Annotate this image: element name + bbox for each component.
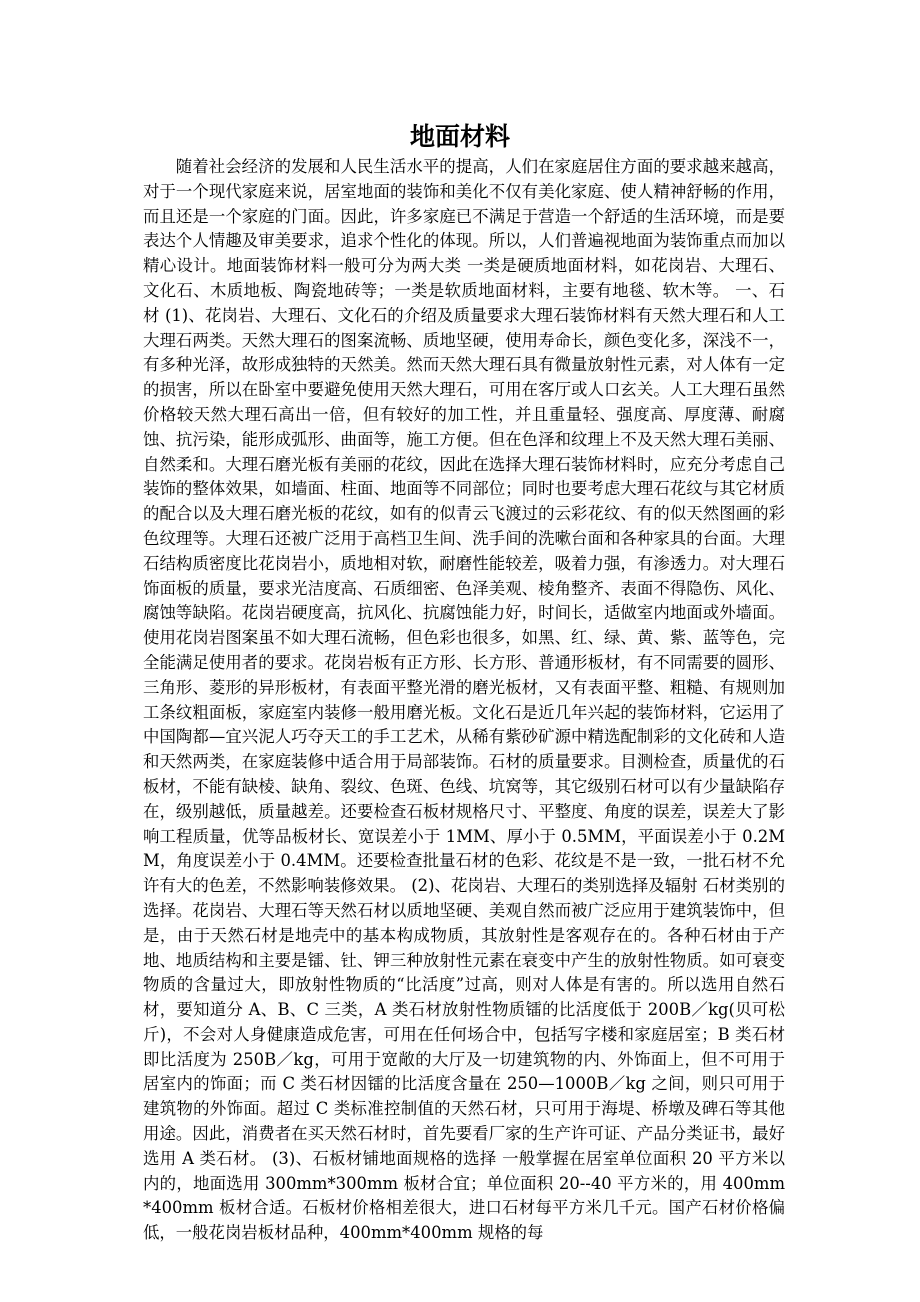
document-title: 地面材料 (409, 122, 510, 151)
document-body-paragraph: 随着社会经济的发展和人民生活水平的提高，人们在家庭居住方面的要求越来越高，对于一个现代家庭来说，居室地面的装饰和美化不仅有美化家庭、使人精神舒畅的作用，而且还是一个家庭的门面。因此，许多家庭已不满足于营造一个舒适的生活环境，而是要表达个人情趣及审美要求，追求个性化的体现。所以，人们普遍视地面为装饰重点而加以精心设计。地面装饰材料一般可分为两大类 一类是硬质地面材料，如花岗岩、大理石、文化石、木质地板、陶瓷地砖等；一类是软质地面材料，主要有地毯、软木等。 一、石材 (1)、花岗岩、大理石、文化石的介绍及质量要求大理石装饰材料有天然大理石和人工大理石两类。天然大理石的图案流畅、质地坚硬，使用寿命长，颜色变化多，深浅不一，有多种光泽，故形成独特的天然美。然而天然大理石具有微量放射性元素，对人体有一定的损害，所以在卧室中要避免使用天然大理石，可用在客厅或人口玄关。人工大理石虽然价格较天然大理石高出一倍，但有较好的加工性，并且重量轻、强度高、厚度薄、耐腐蚀、抗污染，能形成弧形、曲面等，施工方便。但在色泽和纹理上不及天然大理石美丽、自然柔和。大理石磨光板有美丽的花纹，因此在选择大理石装饰材料时，应充分考虑自己装饰的整体效果，如墙面、柱面、地面等不同部位；同时也要考虑大理石花纹与其它材质的配合以及大理石磨光板的花纹，如有的似青云飞渡过的云彩花纹、有的似天然图画的彩色纹理等。大理石还被广泛用于高档卫生间、洗手间的洗嗽台面和各种家具的台面。大理石结构质密度比花岗岩小，质地相对软，耐磨性能较差，吸着力强，有渗透力。对大理石饰面板的质量，要求光洁度高、石质细密、色泽美观、棱角整齐、表面不得隐伤、风化、腐蚀等缺陷。花岗岩硬度高，抗风化、抗腐蚀能力好，时间长，适做室内地面或外墙面。使用花岗岩图案虽不如大理石流畅，但色彩也很多，如黑、红、绿、黄、紫、蓝等色，完全能满足使用者的要求。花岗岩板有正方形、长方形、普通形板材，有不同需要的圆形、三角形、菱形的异形板材，有表面平整光滑的磨光板材，又有表面平整、粗糙、有规则加工条纹粗面板，家庭室内装修一般用磨光板。文化石是近几年兴起的装饰材料，它运用了中国陶都—宜兴泥人巧夺天工的手工艺术，从稀有紫砂矿源中精选配制彩的文化砖和人造和天然两类，在家庭装修中适合用于局部装饰。石材的质量要求。目测检查，质量优的石板材，不能有缺棱、缺角、裂纹、色斑、色线、坑窝等，其它级别石材可以有少量缺陷存在，级别越低，质量越差。还要检查石板材规格尺寸、平整度、角度的误差，误差大了影响工程质量，优等品板材长、宽误差小于 1MM、厚小于 0.5MM，平面误差小于 0.2MM，角度误差小于 0.4MM。还要检查批量石材的色彩、花纹是不是一致，一批石材不允许有大的色差，不然影响装修效果。 (2)、花岗岩、大理石的类别选择及辐射 石材类别的选择。花岗岩、大理石等天然石材以质地坚硬、美观自然而被广泛应用于建筑装饰中，但是，由于天然石材是地壳中的基本构成物质，其放射性是客观存在的。各种石材由于产地、地质结构和主要是镭、钍、钾三种放射性元素在衰变中产生的放射性物质。如可衰变物质的含量过大，即放射性物质的“比活度”过高，则对人体是有害的。所以选用自然石材，要知道分 A、B、C 三类，A 类石材放射性物质镭的比活度低于 200B／kg(贝可松斤)，不会对人身健康造成危害，可用在任何场合中，包括写字楼和家庭居室；B 类石材即比活度为 250B／kg，可用于宽敞的大厅及一切建筑物的内、外饰面上，但不可用于居室内的饰面；而 C 类石材因镭的比活度含量在 250—1000B／kg 之间，则只可用于建筑物的外饰面。超过 C 类标准控制值的天然石材，只可用于海堤、桥墩及碑石等其他用途。因此，消费者在买天然石材时，首先要看厂家的生产许可证、产品分类证书，最好选用 A 类石材。 (3)、石板材铺地面规格的选择 一般掌握在居室单位面积 20 平方米以内的，地面选用 300mm*300mm 板材合宜；单位面积 20--40 平方米的，用 400mm*400mm 板材合适。石板材价格相差很大，进口石材每平方米几千元。国产石材价格偏低，一般花岗岩板材品种，400mm*400mm 规格的每 (143, 157, 785, 1243)
